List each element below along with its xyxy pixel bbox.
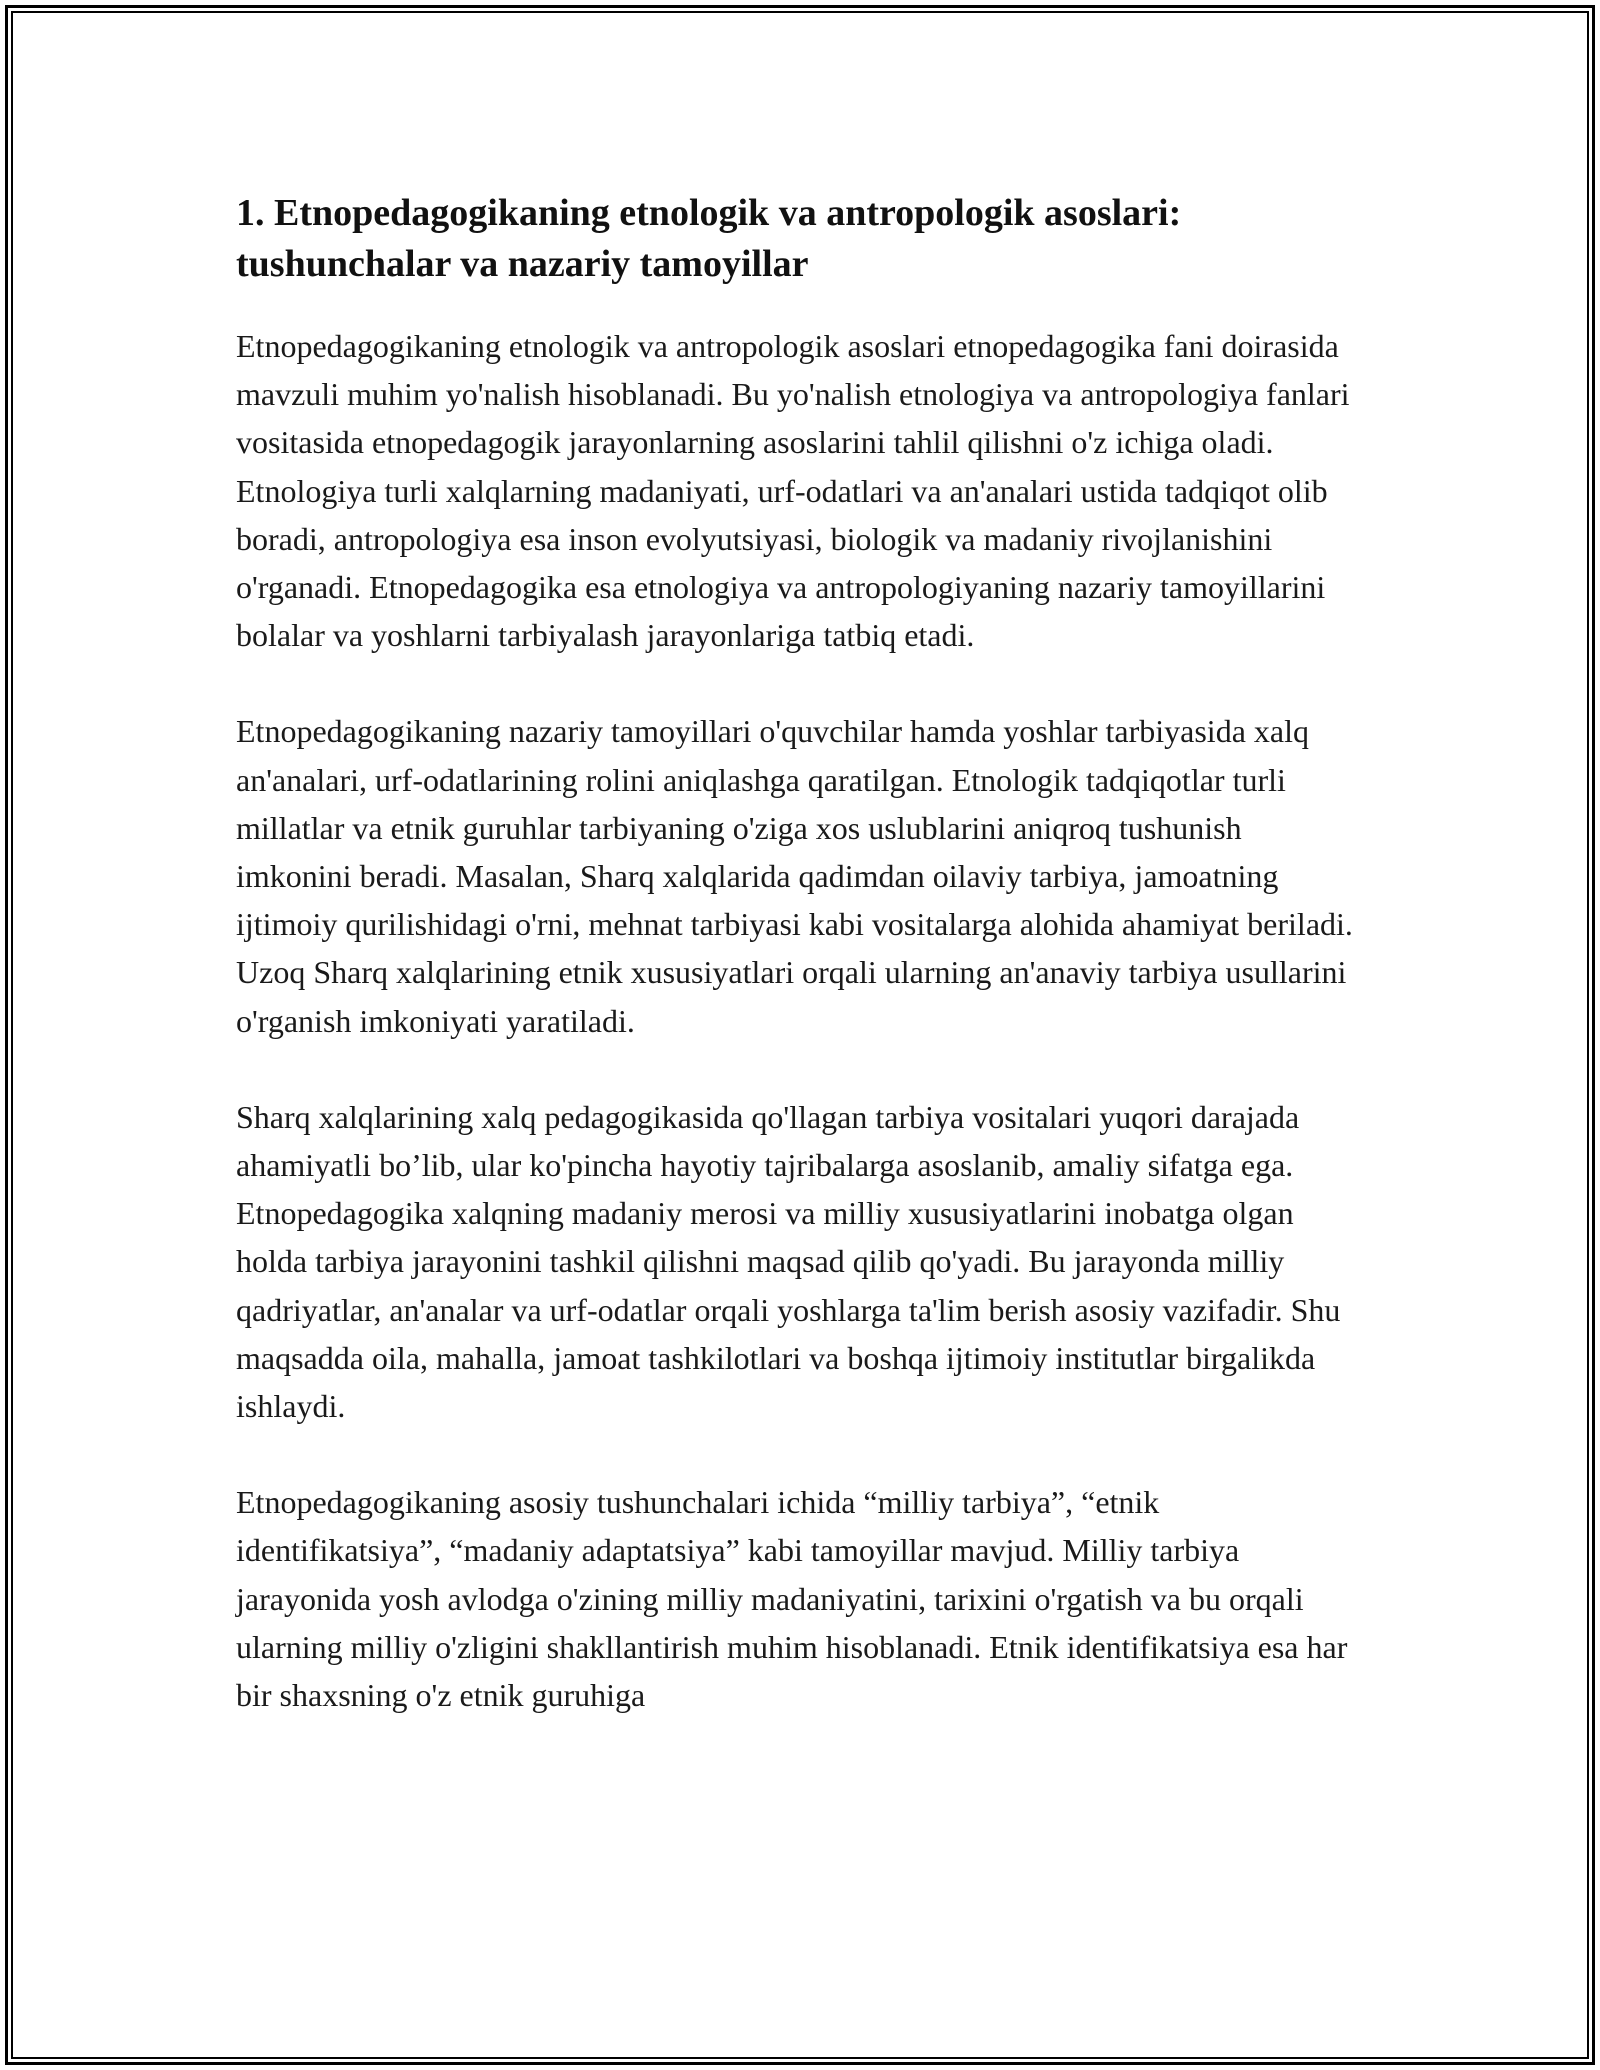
paragraph-3: Sharq xalqlarining xalq pedagogikasida qo'llagan tarbiya vositalari yuqori darajada ahamiyatli bo’lib, ular ko'pincha hayotiy tajribalarga asoslanib, amaliy sifatga ega. Etnopedagogika xalqning madaniy merosi va milliy xususiyatlarini inobatga olgan holda tarbiya jarayonini tashkil qilishni maqsad qilib qo'yadi. Bu jarayonda milliy qadriyatlar, an'analar va urf-odatlar orqali yoshlarga ta'lim berish asosiy vazifadir. Shu maqsadda oila, mahalla, jamoat tashkilotlari va boshqa ijtimoiy institutlar birgalikda ishlaydi. bbox=[236, 1098, 1341, 1425]
paragraph-4: Etnopedagogikaning asosiy tushunchalari ichida “milliy tarbiya”, “etnik identifikatsiya”, “madaniy adaptatsiya” kabi tamoyillar mavjud. Milliy tarbiya jarayonida yosh avlodga o'zining milliy madaniyatini, tarixini o'rgatish va bu orqali ularning milliy o'zligini shakllantirish muhim hisoblanadi. Etnik identifikatsiya esa har bir shaxsning o'z etnik guruhiga bbox=[236, 1484, 1348, 1714]
document-page bbox=[236, 188, 1364, 1767]
paragraph-2: Etnopedagogikaning nazariy tamoyillari o'quvchilar hamda yoshlar tarbiyasida xalq an'analari, urf-odatlarining rolini aniqlashga qaratilgan. Etnologik tadqiqotlar turli millatlar va etnik guruhlar tarbiyaning o'ziga xos uslublarini aniqroq tushunish imkonini beradi. Masalan, Sharq xalqlarida qadimdan oilaviy tarbiya, jamoatning ijtimoiy qurilishidagi o'rni, mehnat tarbiyasi kabi vositalarga alohida ahamiyat beriladi. Uzoq Sharq xalqlarining etnik xususiyatlari orqali ularning an'anaviy tarbiya usullarini o'rganish imkoniyati yaratiladi. bbox=[236, 713, 1353, 1039]
paragraph-1: Etnopedagogikaning etnologik va antropologik asoslari etnopedagogika fani doirasida mavzuli muhim yo'nalish hisoblanadi. Bu yo'nalish etnologiya va antropologiya fanlari vositasida etnopedagogik jarayonlarning asoslarini tahlil qilishni o'z ichiga oladi. Etnologiya turli xalqlarning madaniyati, urf-odatlari va an'analari ustida tadqiqot olib boradi, antropologiya esa inson evolyutsiyasi, biologik va madaniy rivojlanishini o'rganadi. Etnopedagogika esa etnologiya va antropologiyaning nazariy tamoyillarini bolalar va yoshlarni tarbiyalash jarayonlariga tatbiq etadi. bbox=[236, 328, 1350, 654]
section-heading: 1. Etnopedagogikaning etnologik va antropologik asoslari: tushunchalar va nazariy tamoyillar bbox=[236, 192, 1182, 285]
